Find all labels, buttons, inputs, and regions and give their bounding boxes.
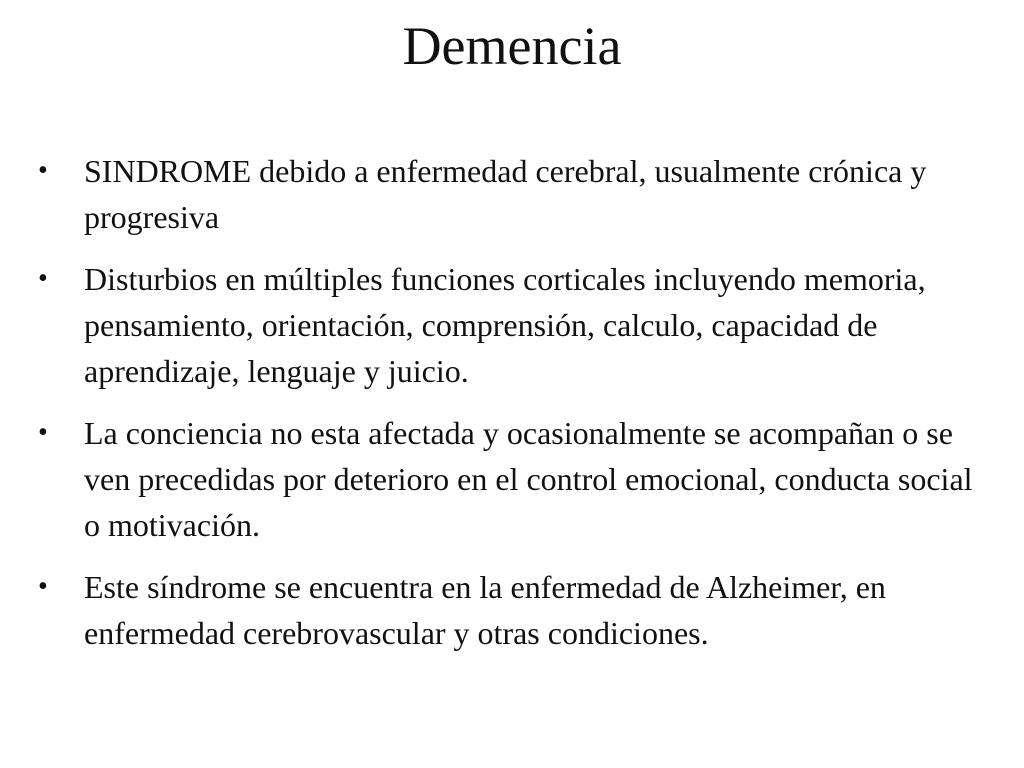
bullet-item <box>38 564 988 656</box>
bullet-icon: • <box>38 571 48 602</box>
bullet-text: Este síndrome se encuentra en la enfermedad de Alzheimer, en enfermedad cerebrovascular y otras condiciones. <box>84 569 886 651</box>
bullet-icon: • <box>38 155 48 186</box>
bullet-item <box>38 410 988 548</box>
bullet-text: SINDROME debido a enfermedad cerebral, usualmente crónica y progresiva <box>84 153 927 235</box>
bullet-text: Disturbios en múltiples funciones corticales incluyendo memoria, pensamiento, orientación, comprensión, calculo, capacidad de aprendizaje, lenguaje y juicio. <box>84 261 926 389</box>
bullet-icon: • <box>38 417 48 448</box>
bullet-icon: • <box>38 263 48 294</box>
bullet-text: La conciencia no esta afectada y ocasionalmente se acompañan o se ven precedidas por deterioro en el control emocional, conducta social o motivación. <box>84 415 973 543</box>
bullet-list <box>38 148 988 672</box>
bullet-item <box>38 148 988 240</box>
slide-title: Demencia <box>402 16 622 76</box>
bullet-item <box>38 256 988 394</box>
